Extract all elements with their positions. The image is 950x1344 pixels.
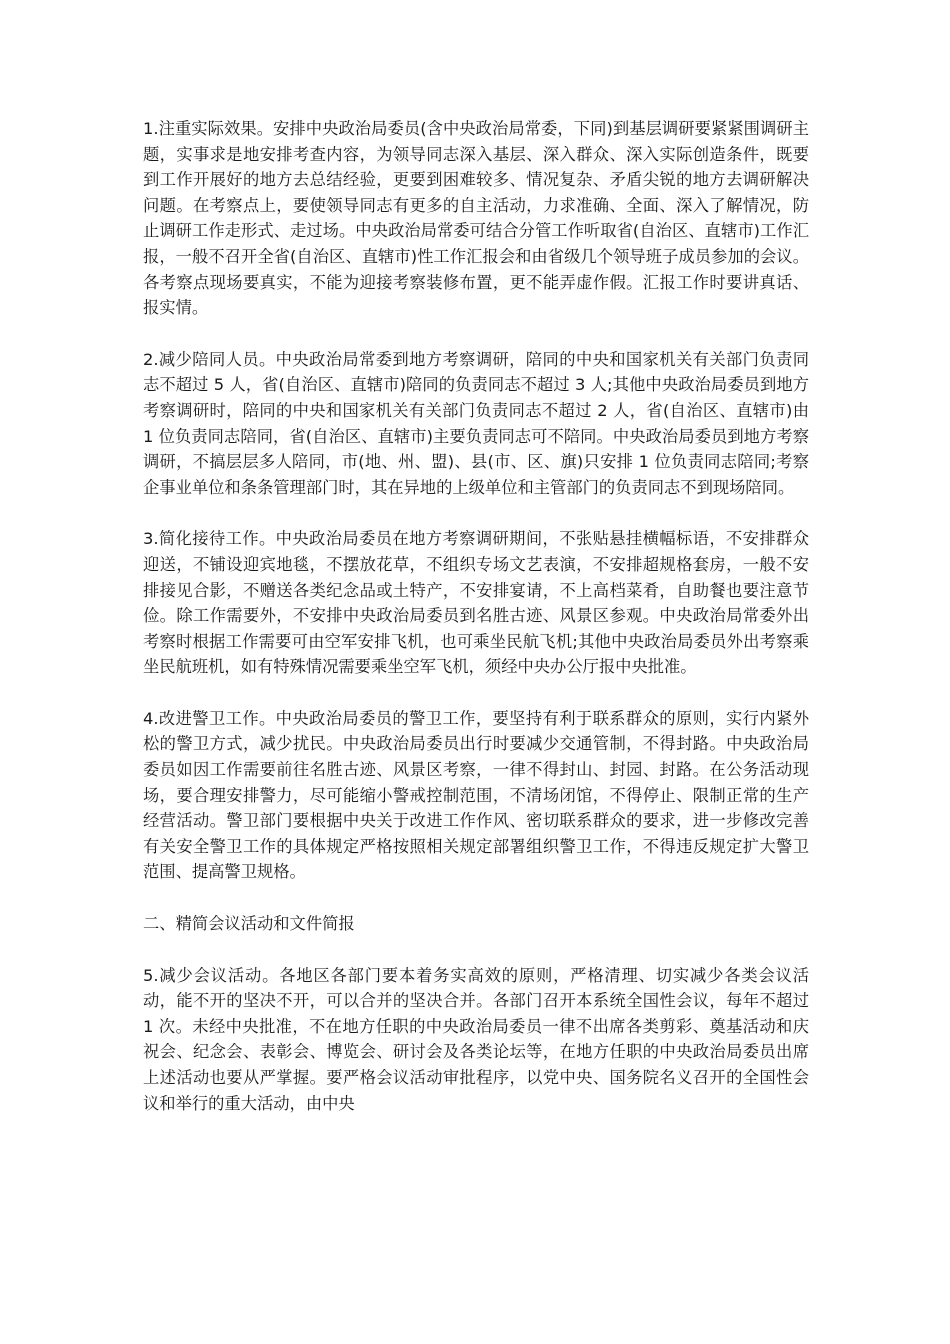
paragraph-5-reduce-meetings: 5.减少会议活动。各地区各部门要本着务实高效的原则，严格清理、切实减少各类会议活动，能不开的坚决不开，可以合并的坚决合并。各部门召开本系统全国性会议，每年不超过 1 次。未经中央批准，不在地方任职的中央政治局委员一律不出席各类剪彩、奠基活动和庆祝会、纪念会、表彰会、博览会、研讨会及各类论坛等，在地方任职的中央政治局委员出席上述活动也要从严掌握。要严格会议活动审批程序，以党中央、国务院名义召开的全国性会议和举行的重大活动，由中央 [143,965,809,1113]
section-heading: 二、精简会议活动和文件简报 [143,914,355,934]
paragraph-3-simplify-reception: 3.简化接待工作。中央政治局委员在地方考察调研期间，不张贴悬挂横幅标语，不安排群众迎送，不铺设迎宾地毯，不摆放花草，不组织专场文艺表演，不安排超规格套房，一般不安排接见合影，不赠送各类纪念品或土特产，不安排宴请，不上高档菜肴，自助餐也要注意节俭。除工作需要外，不安排中央政治局委员到名胜古迹、风景区参观。中央政治局常委外出考察时根据工作需要可由空军安排飞机，也可乘坐民航飞机;其他中央政治局委员外出考察乘坐民航班机，如有特殊情况需要乘坐空军飞机，须经中央办公厅报中央批准。 [143,529,809,677]
document-page [143,116,809,1142]
paragraph-1-field-effect: 1.注重实际效果。安排中央政治局委员(含中央政治局常委，下同)到基层调研要紧紧围调研主题，实事求是地安排考查内容，为领导同志深入基层、深入群众、深入实际创造条件，既要到工作开展好的地方去总结经验，更要到困难较多、情况复杂、矛盾尖锐的地方去调研解决问题。在考察点上，要使领导同志有更多的自主活动，力求准确、全面、深入了解情况，防止调研工作走形式、走过场。中央政治局常委可结合分管工作听取省(自治区、直辖市)工作汇报，一般不召开全省(自治区、直辖市)性工作汇报会和由省级几个领导班子成员参加的会议。各考察点现场要真实，不能为迎接考察装修布置，更不能弄虚作假。汇报工作时要讲真话、报实情。 [143,119,809,318]
paragraph-2-reduce-escorts: 2.减少陪同人员。中央政治局常委到地方考察调研，陪同的中央和国家机关有关部门负责同志不超过 5 人，省(自治区、直辖市)陪同的负责同志不超过 3 人;其他中央政治局委员到地方考察调研时，陪同的中央和国家机关有关部门负责同志不超过 2 人，省(自治区、直辖市)由 1 位负责同志陪同，省(自治区、直辖市)主要负责同志可不陪同。中央政治局委员到地方考察调研，不搞层层多人陪同，市(地、州、盟)、县(市、区、旗)只安排 1 位负责同志陪同;考察企事业单位和条条管理部门时，其在异地的上级单位和主管部门的负责同志不到现场陪同。 [143,349,809,497]
paragraph-4-improve-security: 4.改进警卫工作。中央政治局委员的警卫工作，要坚持有利于联系群众的原则，实行内紧外松的警卫方式，减少扰民。中央政治局委员出行时要减少交通管制，不得封路。中央政治局委员如因工作需要前往名胜古迹、风景区考察，一律不得封山、封园、封路。在公务活动现场，要合理安排警力，尽可能缩小警戒控制范围，不清场闭馆，不得停止、限制正常的生产经营活动。警卫部门要根据中央关于改进工作作风、密切联系群众的要求，进一步修改完善有关安全警卫工作的具体规定严格按照相关规定部署组织警卫工作，不得违反规定扩大警卫范围、提高警卫规格。 [143,708,809,882]
